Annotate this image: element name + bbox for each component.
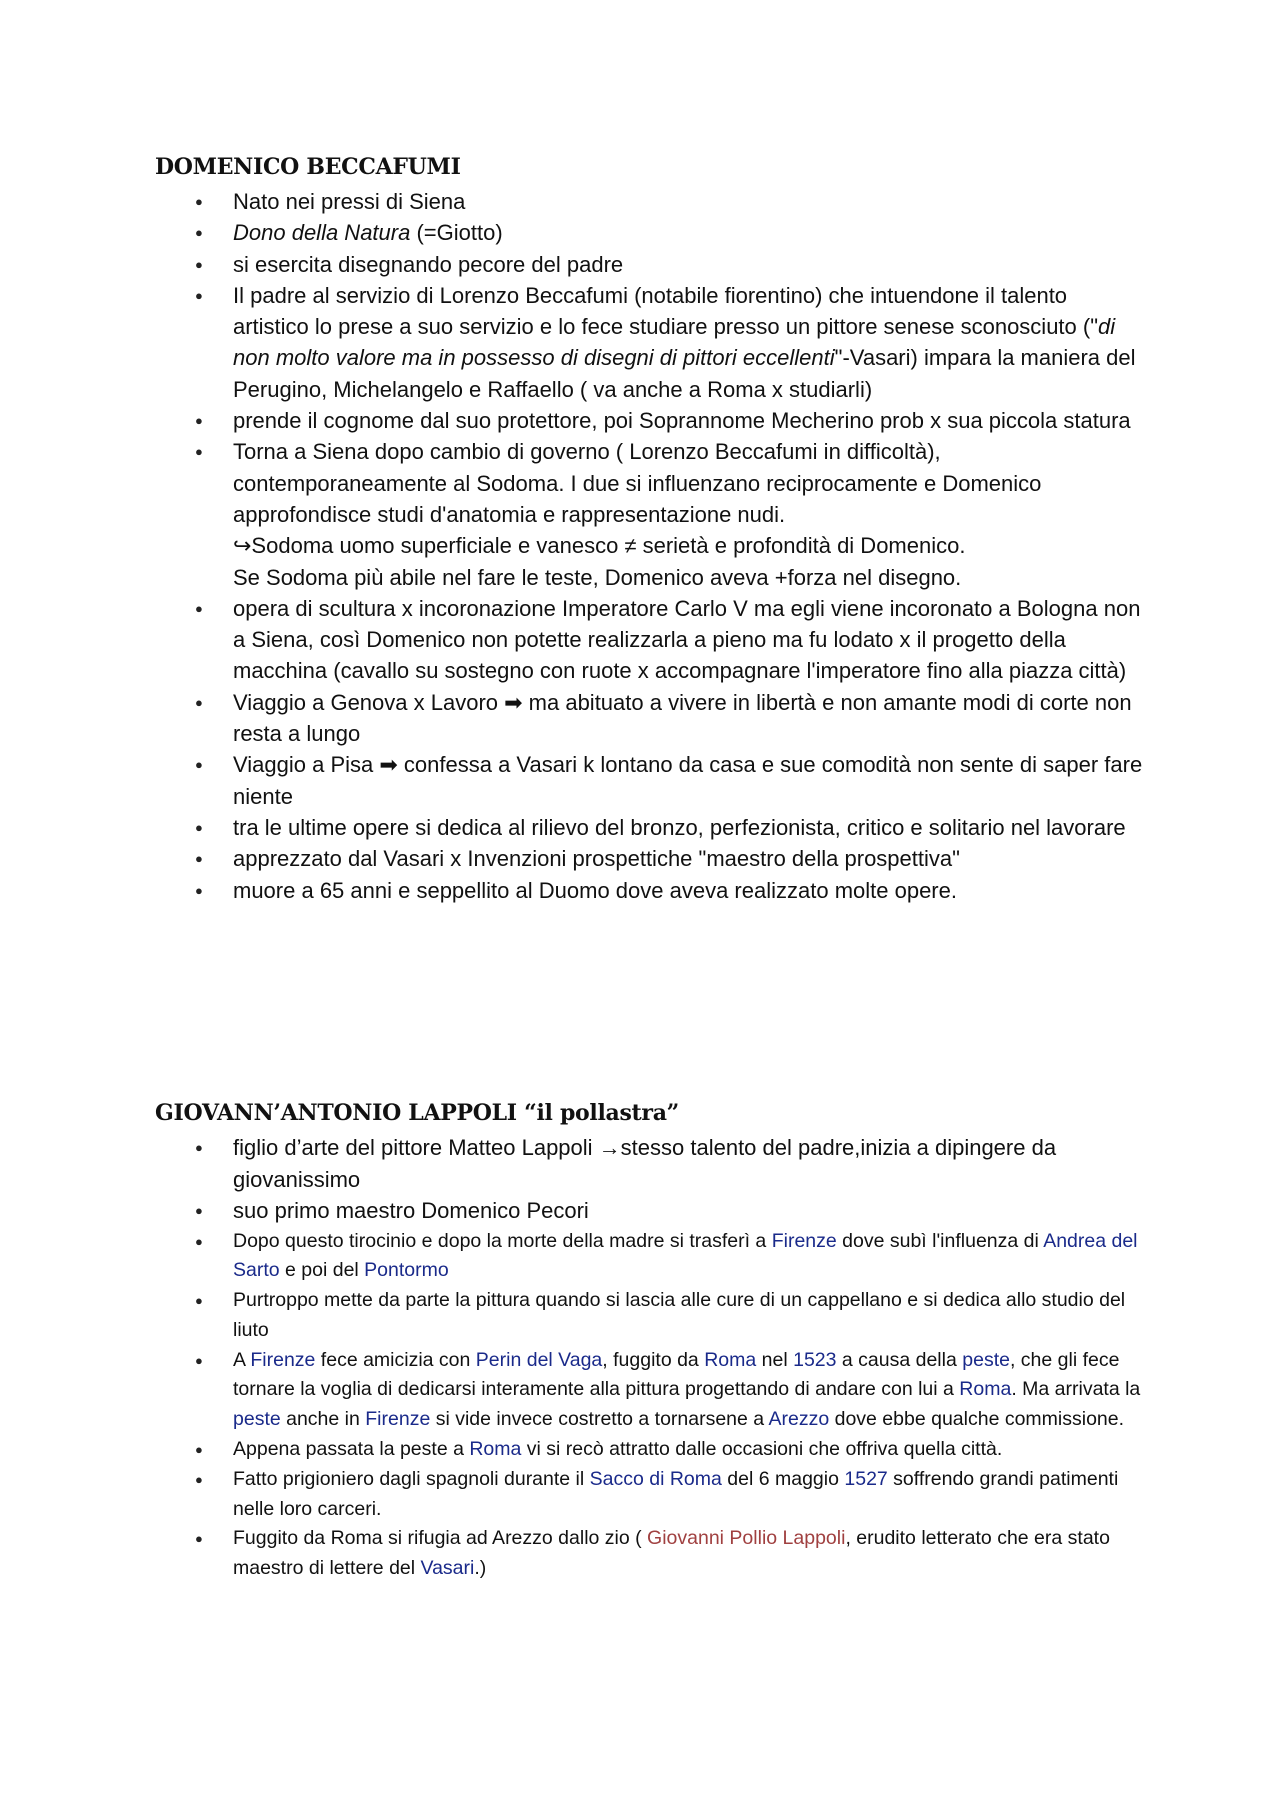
link-vasari[interactable]: Vasari [420,1557,475,1580]
list-item: ● si esercita disegnando pecore del padre [155,249,1145,280]
link-1527[interactable]: 1527 [844,1467,888,1490]
list-item: ● Dopo questo tirocinio e dopo la morte della madre si trasferì a Firenze dove subì l'influenza di Andrea del Sarto e poi del Pontormo [155,1227,1145,1287]
link-firenze[interactable]: Firenze [771,1229,837,1252]
link-peste[interactable]: peste [962,1348,1010,1371]
list-item: ● Viaggio a Pisa ➡ confessa a Vasari k lontano da casa e sue comodità non sente di saper fare niente [155,749,1145,812]
link-roma[interactable]: Roma [469,1438,522,1461]
list-item: ● tra le ultime opere si dedica al rilievo del bronzo, perfezionista, critico e solitario nel lavorare [155,812,1145,843]
list-item: ● Appena passata la peste a Roma vi si recò attratto dalle occasioni che offriva quella città. [155,1435,1145,1465]
list-item: ● Viaggio a Genova x Lavoro ➡ ma abituato a vivere in libertà e non amante modi di corte non resta a lungo [155,687,1145,750]
link-firenze[interactable]: Firenze [365,1408,431,1431]
bullet-list [155,1132,1145,1584]
link-arezzo[interactable]: Arezzo [768,1408,830,1431]
section-title: GIOVANN’ANTONIO LAPPOLI “il pollastra” [155,1100,680,1126]
list-item: ● Dono della Natura (=Giotto) [155,217,1145,248]
list-item: ● opera di scultura x incoronazione Imperatore Carlo V ma egli viene incoronato a Bologna non a Siena, così Domenico non potette realizzarla a pieno ma fu lodato x il progetto della macchina (cavallo su sostegno con ruote x accompagnare l'imperatore fino alla piazza città) [155,593,1145,687]
list-item: ● prende il cognome dal suo protettore, poi Soprannome Mecherino prob x sua piccola statura [155,405,1145,436]
list-item: ● Purtroppo mette da parte la pittura quando si lascia alle cure di un cappellano e si dedica allo studio del liuto [155,1286,1145,1346]
list-item: ● Fuggito da Roma si rifugia ad Arezzo dallo zio ( Giovanni Pollio Lappoli, erudito letterato che era stato maestro di lettere del Vasari.) [155,1524,1145,1584]
list-item: ● Nato nei pressi di Siena [155,186,1145,217]
link-giovanni-pollio-lappoli[interactable]: Giovanni Pollio Lappoli [647,1527,846,1550]
link-perin-del-vaga[interactable]: Perin del Vaga [475,1348,603,1371]
link-firenze[interactable]: Firenze [250,1348,316,1371]
list-item: ● A Firenze fece amicizia con Perin del Vaga, fuggito da Roma nel 1523 a causa della peste, che gli fece tornare la voglia di dedicarsi interamente alla pittura progettando di andare con lui a Roma. Ma arrivata la peste anche in Firenze si vide invece costretto a tornarsene a Arezzo dove ebbe qualche commissione. [155,1346,1145,1435]
list-item: ● figlio d’arte del pittore Matteo Lappoli →stesso talento del padre,inizia a dipingere da giovanissimo [155,1132,1145,1195]
link-peste[interactable]: peste [233,1408,281,1431]
link-pontormo[interactable]: Pontormo [364,1259,449,1282]
link-roma[interactable]: Roma [704,1348,757,1371]
link-andrea-del-sarto[interactable]: Andrea del Sarto [233,1229,1138,1282]
bullet-list [155,186,1145,906]
list-item: ● apprezzato dal Vasari x Invenzioni prospettiche "maestro della prospettiva" [155,843,1145,874]
list-item: ● Torna a Siena dopo cambio di governo ( Lorenzo Beccafumi in difficoltà), contemporaneamente al Sodoma. I due si influenzano reciprocamente e Domenico approfondisce studi d'anatomia e rappresentazione nudi. ↪Sodoma uomo superficiale e vanesco ≠ serietà e profondità di Domenico. Se Sodoma più abile nel fare le teste, Domenico aveva +forza nel disegno. [155,436,1145,592]
link-1523[interactable]: 1523 [793,1348,837,1371]
list-item: ● Fatto prigioniero dagli spagnoli durante il Sacco di Roma del 6 maggio 1527 soffrendo grandi patimenti nelle loro carceri. [155,1465,1145,1525]
list-item: ● suo primo maestro Domenico Pecori [155,1195,1145,1227]
link-sacco-di-roma[interactable]: Sacco di Roma [589,1467,722,1490]
section-title: DOMENICO BECCAFUMI [155,154,461,180]
section-beccafumi [155,152,1145,906]
link-roma[interactable]: Roma [959,1378,1012,1401]
list-item: ● muore a 65 anni e seppellito al Duomo dove aveva realizzato molte opere. [155,875,1145,906]
list-item: ● Il padre al servizio di Lorenzo Beccafumi (notabile fiorentino) che intuendone il talento artistico lo prese a suo servizio e lo fece studiare presso un pittore senese sconosciuto ("di non molto valore ma in possesso di disegni di pittori eccellenti"-Vasari) impara la maniera del Perugino, Michelangelo e Raffaello ( va anche a Roma x studiarli) [155,280,1145,405]
section-lappoli [155,1098,1145,1584]
